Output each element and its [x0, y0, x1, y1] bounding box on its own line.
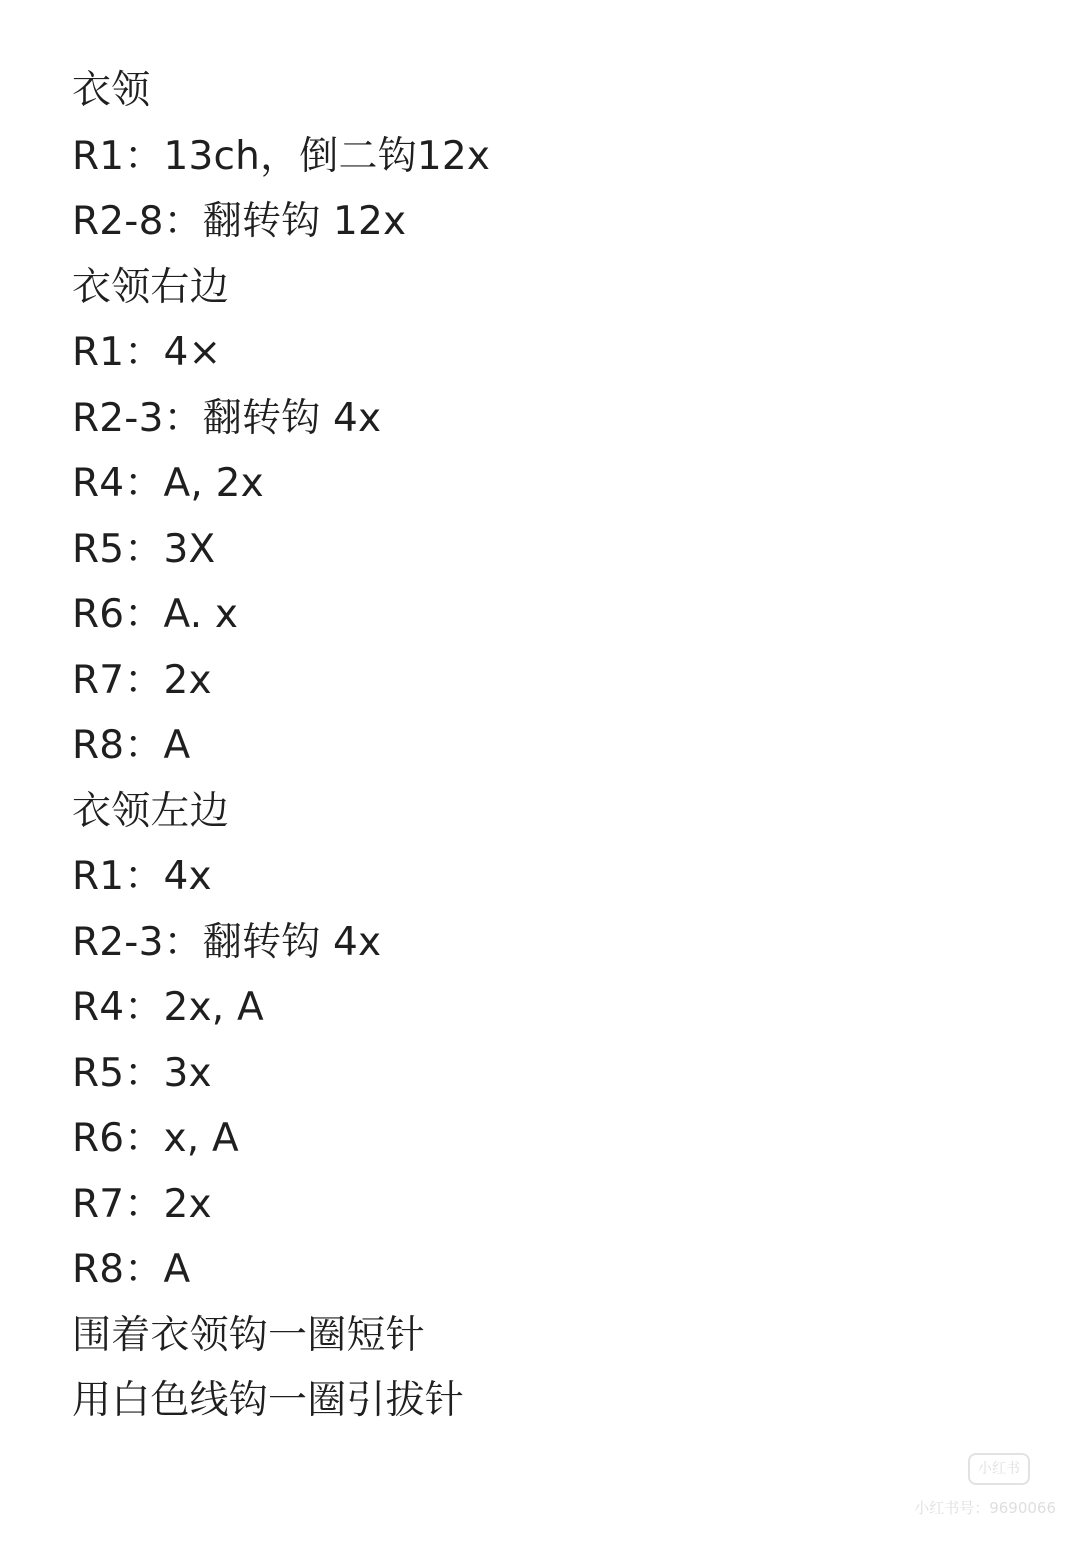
note-line: R4：A, 2x	[72, 461, 264, 506]
note-line: R6：x, A	[72, 1116, 239, 1161]
note-line: R8：A	[72, 1247, 191, 1292]
note-line: R1：4x	[72, 854, 212, 899]
note-line: R2-8：翻转钩 12x	[72, 199, 407, 244]
note-line: R1：13ch，倒二钩12x	[72, 133, 491, 179]
note-line: R7：2x	[72, 657, 212, 703]
note-line: R5：3X	[72, 526, 216, 572]
watermark-logo: 小红书	[968, 1453, 1030, 1485]
section-heading-collar: 衣领	[72, 68, 151, 113]
section-heading-collar-right: 衣领右边	[72, 264, 229, 310]
note-line: 用白色线钩一圈引拔针	[72, 1378, 465, 1423]
note-line: R6：A. x	[72, 592, 239, 637]
note-line: R7：2x	[72, 1181, 212, 1227]
note-line: R8：A	[72, 723, 191, 768]
note-line: 围着衣领钩一圈短针	[72, 1312, 425, 1358]
note-line: R2-3：翻转钩 4x	[72, 919, 382, 965]
note-line: R2-3：翻转钩 4x	[72, 395, 382, 441]
note-line: R4：2x, A	[72, 985, 264, 1030]
note-line: R5：3x	[72, 1050, 212, 1096]
note-line: R1：4×	[72, 330, 222, 375]
note-content	[72, 58, 1012, 1434]
watermark	[876, 1453, 1056, 1543]
section-heading-collar-left: 衣领左边	[72, 788, 229, 834]
watermark-id: 小红书号：9690066	[914, 1499, 1056, 1517]
